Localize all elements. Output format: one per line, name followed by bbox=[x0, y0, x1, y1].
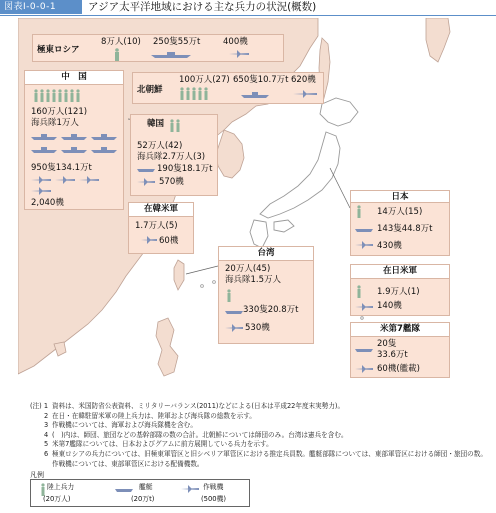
note-item: (注) 1 資料は、米国防省公表資料、ミリタリーバランス(2011)などによる(日本は平成22年度末実勢力)。 bbox=[30, 402, 345, 410]
soldier-icon bbox=[113, 48, 121, 62]
ship-icon bbox=[355, 225, 375, 233]
legend-title: 凡例 bbox=[30, 471, 44, 479]
soldier-icon bbox=[179, 87, 221, 101]
korean-peninsula bbox=[216, 130, 244, 178]
south-korea-ground: 52万人(42) bbox=[137, 141, 183, 151]
note-item: 6 極東ロシアの兵力については、旧極東軍管区と旧シベリア軍管区における推定兵員数。艦艇部隊については、東部軍管区における師団・旅団の数。作戦機については、東部軍管区における配備機数。 bbox=[44, 449, 487, 468]
legend-ground-unit: (20万人) bbox=[43, 495, 71, 503]
aircraft-icon bbox=[137, 177, 155, 187]
ship-icon bbox=[241, 91, 271, 99]
japan-naval: 143隻44.8万t bbox=[377, 224, 433, 234]
notes bbox=[30, 402, 490, 469]
china-box bbox=[24, 70, 124, 210]
soldier-icon bbox=[169, 119, 183, 133]
china-naval: 950隻134.1万t bbox=[31, 163, 92, 173]
kyushu bbox=[250, 220, 268, 248]
seventh-fleet-air: 60機(艦載) bbox=[377, 364, 420, 374]
legend-air-unit: (500機) bbox=[201, 495, 227, 503]
north-korea-ground: 100万人(27) bbox=[179, 75, 230, 85]
shikoku bbox=[274, 220, 294, 232]
taiwan-air: 530機 bbox=[245, 323, 270, 333]
taiwan-name: 台湾 bbox=[219, 247, 313, 261]
figure-tag: 図表Ⅰ-0-0-1 bbox=[0, 0, 82, 14]
legend bbox=[30, 479, 250, 507]
china-marines: 海兵隊1万人 bbox=[31, 118, 79, 128]
china-air: 2,040機 bbox=[31, 198, 64, 208]
ship-icon bbox=[31, 131, 121, 159]
taiwan-naval: 330隻20.8万t bbox=[243, 305, 299, 315]
south-korea-naval: 190隻18.1万t bbox=[157, 164, 213, 174]
note-item: 3 作戦機については、海軍および海兵隊機を含む。 bbox=[44, 421, 197, 430]
aircraft-icon bbox=[181, 484, 199, 494]
south-korea-name: 韓国 bbox=[147, 119, 165, 129]
seventh-fleet-box bbox=[350, 322, 450, 378]
seventh-fleet-naval-count: 20隻 bbox=[377, 339, 397, 349]
hokkaido bbox=[320, 98, 358, 126]
usfj-air: 140機 bbox=[377, 301, 402, 311]
taiwan-box bbox=[218, 246, 314, 344]
legend-naval-name: 艦艇 bbox=[139, 483, 153, 491]
honshu bbox=[260, 132, 340, 218]
hainan bbox=[54, 342, 66, 356]
legend-naval-unit: (20万t) bbox=[131, 495, 155, 503]
north-korea-air: 620機 bbox=[291, 75, 316, 85]
usfj-name: 在日米軍 bbox=[351, 265, 449, 279]
soldier-icon bbox=[355, 205, 363, 219]
china-name: 中 国 bbox=[25, 71, 123, 85]
aircraft-icon bbox=[225, 323, 243, 333]
soldier-icon bbox=[33, 89, 113, 103]
kamchatka bbox=[426, 18, 450, 62]
japan-box bbox=[350, 190, 450, 256]
south-korea-marines: 海兵隊2.7万人(3) bbox=[137, 152, 206, 162]
aircraft-icon bbox=[355, 302, 373, 312]
far-east-russia-name: 極東ロシア bbox=[37, 45, 80, 55]
ship-icon bbox=[115, 485, 135, 493]
aircraft-icon bbox=[141, 235, 157, 245]
usfk-box bbox=[128, 202, 194, 254]
note-item: 4 ( )内は、師団、旅団などの基幹部隊の数の合計。北朝鮮については師団のみ。台湾は憲兵を含む。 bbox=[44, 430, 348, 439]
far-east-russia-air: 400機 bbox=[223, 37, 248, 47]
soldier-icon bbox=[225, 289, 233, 303]
ship-icon bbox=[137, 165, 157, 173]
soldier-icon bbox=[355, 285, 363, 299]
taiwan-ground: 20万人(45) bbox=[225, 264, 271, 274]
far-east-russia-naval: 250隻55万t bbox=[153, 37, 201, 47]
far-east-russia-ground: 8万人(10) bbox=[101, 37, 141, 47]
usfj-box bbox=[350, 264, 450, 316]
aircraft-icon bbox=[355, 240, 373, 250]
note-item: 2 在日・在韓駐留米軍の陸上兵力は、陸軍および海兵隊の総数を示す。 bbox=[44, 411, 256, 420]
north-korea-box bbox=[132, 72, 324, 104]
seventh-fleet-naval-tonnage: 33.6万t bbox=[377, 350, 408, 360]
ship-icon bbox=[355, 345, 375, 353]
usfj-ground: 1.9万人(1) bbox=[377, 287, 420, 297]
seventh-fleet-name: 米第7艦隊 bbox=[351, 323, 449, 337]
legend-air-name: 作戦機 bbox=[203, 483, 224, 491]
aircraft-icon bbox=[31, 175, 121, 197]
china-ground: 160万人(121) bbox=[31, 107, 88, 117]
map-area bbox=[18, 18, 478, 398]
japan-air: 430機 bbox=[377, 241, 402, 251]
ship-icon bbox=[151, 51, 193, 59]
figure-title: アジア太平洋地域における主な兵力の状況(概数) bbox=[88, 1, 317, 13]
figure-header bbox=[0, 0, 496, 16]
north-korea-naval: 650隻10.7万t bbox=[233, 75, 289, 85]
ship-icon bbox=[225, 307, 245, 315]
japan-name: 日本 bbox=[351, 191, 449, 203]
note-item: 5 米第7艦隊については、日本およびグアムに前方展開している兵力を示す。 bbox=[44, 440, 273, 449]
aircraft-icon bbox=[229, 49, 249, 59]
taiwan-marines: 海兵隊1.5万人 bbox=[225, 275, 282, 285]
south-korea-air: 570機 bbox=[159, 177, 184, 187]
usfk-ground: 1.7万人(5) bbox=[135, 221, 178, 231]
usfk-name: 在韓米軍 bbox=[129, 203, 193, 217]
japan-ground: 14万人(15) bbox=[377, 207, 423, 217]
usfk-air: 60機 bbox=[159, 236, 179, 246]
far-east-russia-box bbox=[32, 34, 284, 62]
north-korea-name: 北朝鮮 bbox=[137, 85, 163, 95]
aircraft-icon bbox=[293, 89, 317, 99]
header-rule bbox=[0, 15, 496, 16]
legend-ground-name: 陸上兵力 bbox=[47, 483, 75, 491]
south-korea-box bbox=[130, 114, 218, 196]
taiwan-island bbox=[174, 260, 184, 290]
aircraft-icon bbox=[355, 364, 373, 374]
philippines bbox=[156, 318, 178, 376]
